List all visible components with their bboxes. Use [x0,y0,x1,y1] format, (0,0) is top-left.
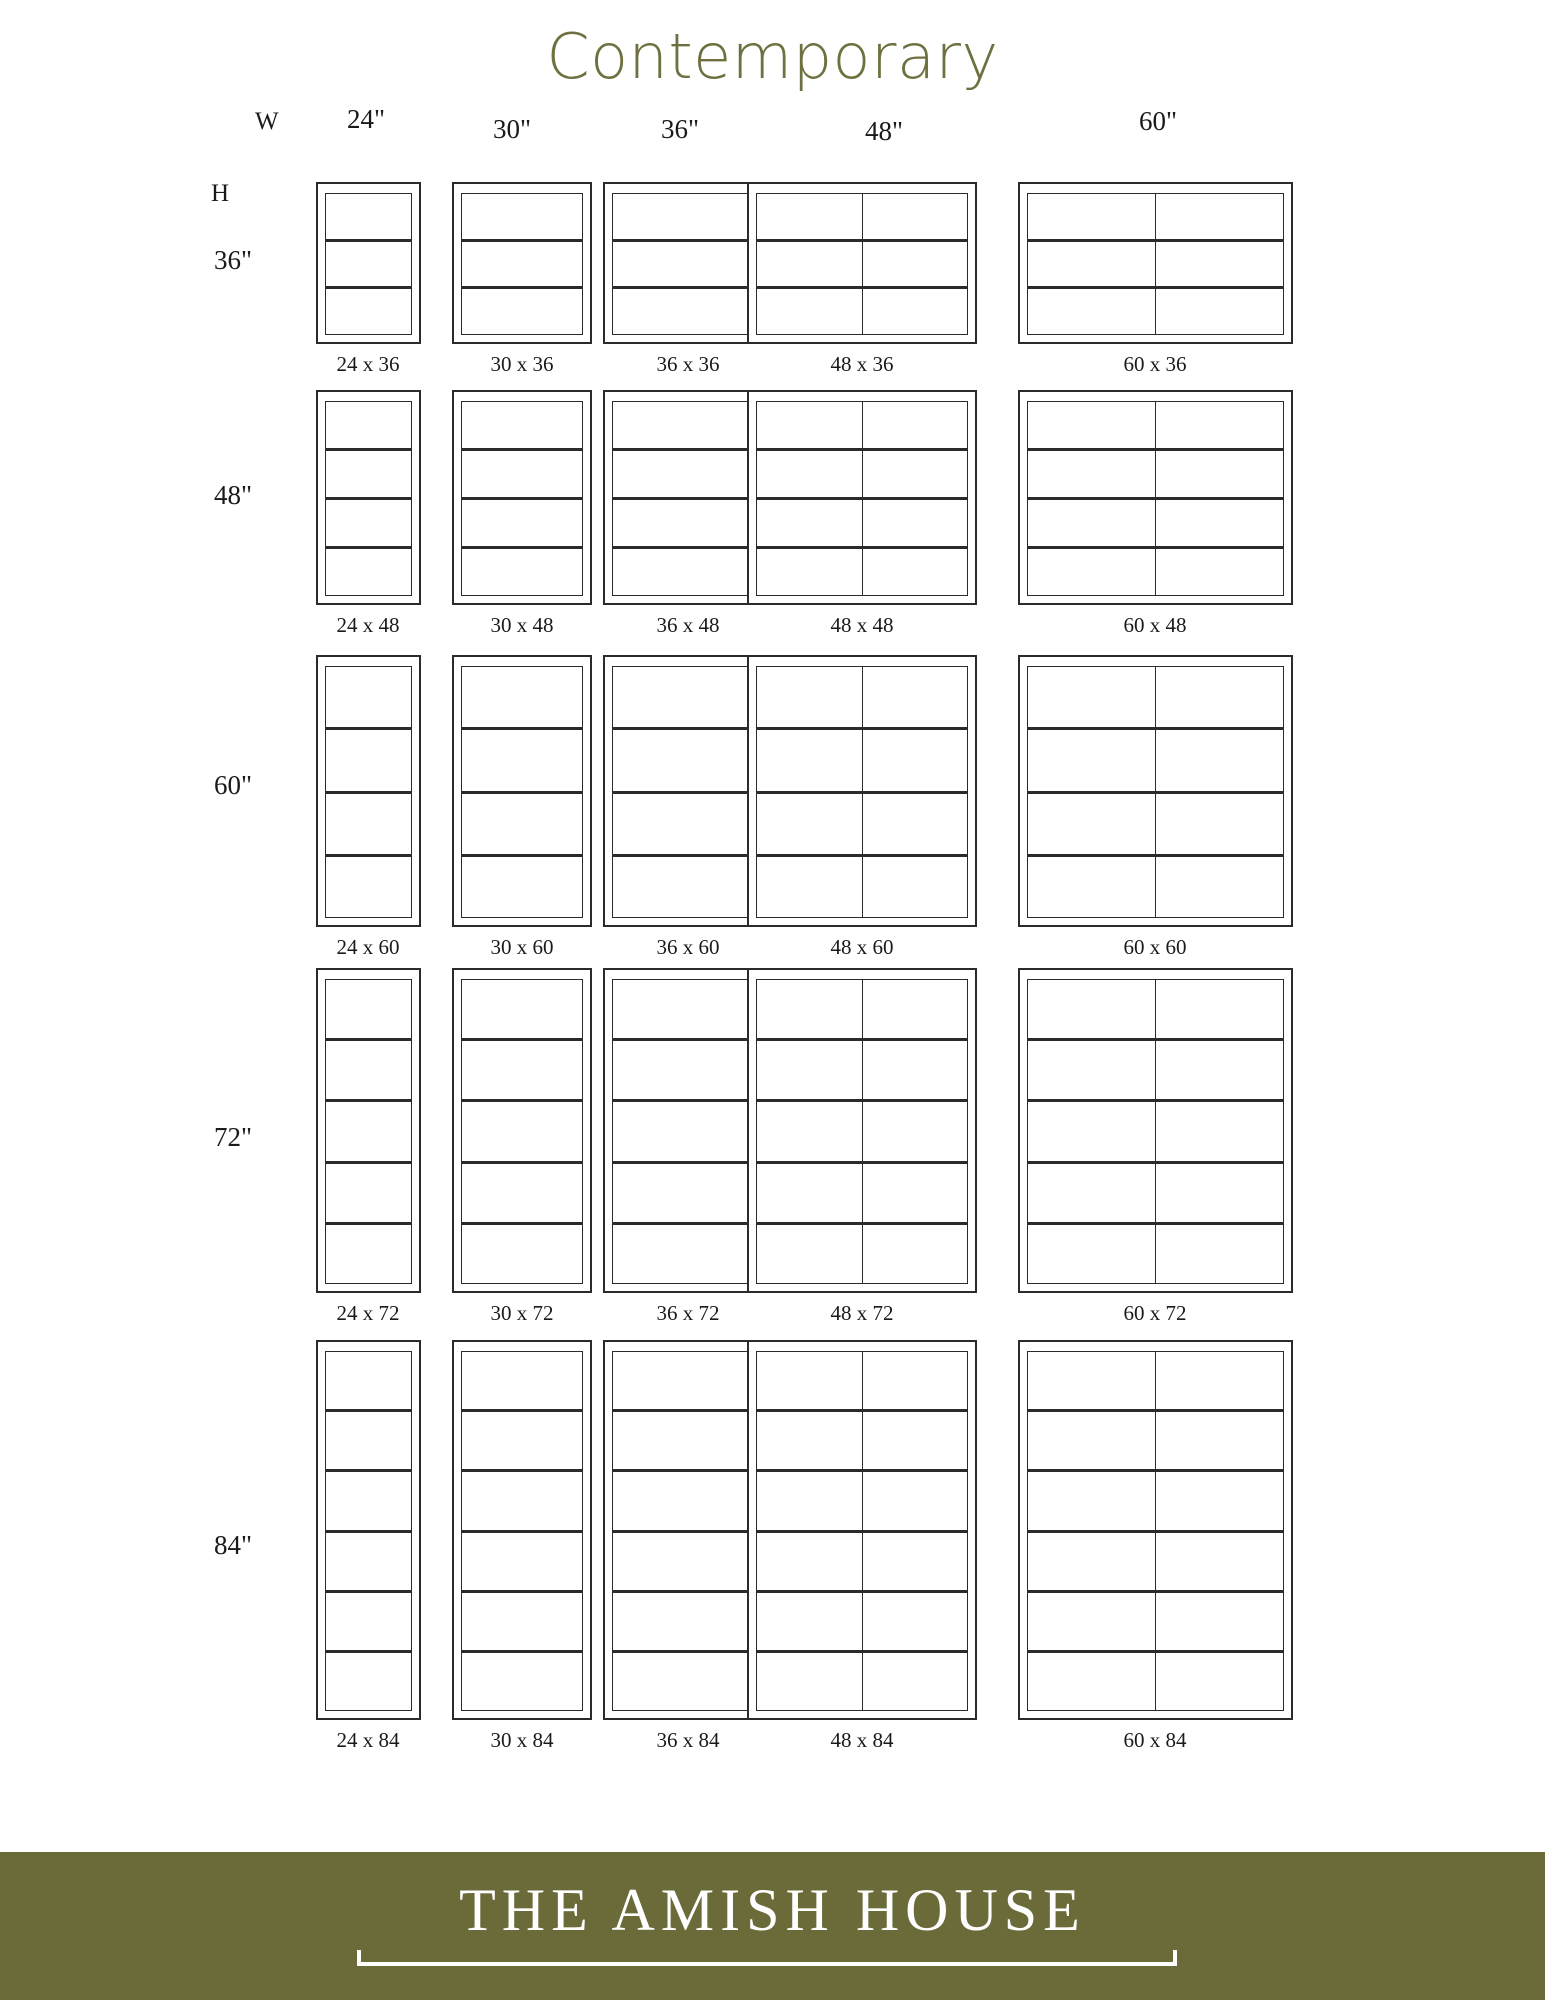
shelf-compartment [613,667,763,727]
shelf-compartment [757,1409,862,1469]
size-caption: 48 x 48 [830,613,894,637]
shelf-compartment [462,286,582,334]
shelf-compartment [1028,1469,1155,1529]
page-title: Contemporary [546,20,999,93]
shelf-compartment [1156,1161,1283,1222]
bookcase-bay [1155,667,1283,917]
bookcase-48x72 [747,968,977,1293]
shelf-compartment [1028,727,1155,790]
shelf-compartment [1156,239,1283,287]
size-caption: 30 x 36 [490,352,554,376]
shelf-compartment [863,497,968,546]
size-caption: 60 x 36 [1123,352,1187,376]
bookcase-interior [325,979,412,1284]
shelf-compartment [326,980,411,1038]
shelf-compartment [863,1530,968,1590]
shelf-compartment [757,854,862,917]
bookcase-interior [612,979,764,1284]
shelf-compartment [326,497,411,546]
shelf-compartment [1028,980,1155,1038]
shelf-compartment [462,448,582,497]
shelf-compartment [1028,854,1155,917]
shelf-compartment [1028,1409,1155,1469]
bookcase-bay [462,667,582,917]
size-caption: 48 x 36 [830,352,894,376]
bookcase-bay [462,402,582,595]
shelf-compartment [326,239,411,287]
bookcase-bay [757,667,862,917]
shelf-compartment [757,1038,862,1099]
bookcase-60x84 [1018,1340,1293,1720]
bookcase-48x60 [747,655,977,927]
shelf-compartment [757,727,862,790]
bookcase-bay [326,402,411,595]
bookcase-bay [757,980,862,1283]
column-header-36: 36" [660,114,700,144]
bookcase-interior [756,193,968,335]
shelf-compartment [462,239,582,287]
shelf-compartment [1156,1530,1283,1590]
bookcase-30x36 [452,182,592,344]
row-header-84: 84" [213,1530,253,1560]
bookcase-bay [462,980,582,1283]
shelf-compartment [863,546,968,595]
bookcase-bay [1028,1352,1155,1710]
shelf-compartment [326,1038,411,1099]
shelf-compartment [863,1161,968,1222]
bookcase-interior [756,979,968,1284]
shelf-compartment [1028,546,1155,595]
shelf-compartment [613,497,763,546]
shelf-compartment [613,1222,763,1283]
bookcase-interior [756,666,968,918]
bookcase-bay [1155,402,1283,595]
bookcase-60x72 [1018,968,1293,1293]
size-caption: 48 x 60 [830,935,894,959]
shelf-compartment [462,402,582,448]
size-caption: 30 x 72 [490,1301,554,1325]
shelf-compartment [863,1352,968,1409]
shelf-compartment [1028,448,1155,497]
shelf-compartment [1156,1469,1283,1529]
bookcase-bay [613,402,763,595]
shelf-compartment [462,1590,582,1650]
size-caption: 60 x 60 [1123,935,1187,959]
bookcase-bay [862,1352,968,1710]
shelf-compartment [462,791,582,854]
shelf-compartment [613,1530,763,1590]
size-caption: 48 x 72 [830,1301,894,1325]
shelf-compartment [326,1352,411,1409]
shelf-compartment [863,980,968,1038]
size-caption: 30 x 84 [490,1728,554,1752]
bookcase-bay [326,194,411,334]
shelf-compartment [326,667,411,727]
brand-underline [357,1962,1177,1966]
shelf-compartment [757,194,862,239]
shelf-compartment [1028,1530,1155,1590]
shelf-compartment [462,1099,582,1160]
shelf-compartment [863,402,968,448]
bookcase-interior [756,1351,968,1711]
bookcase-bay [613,194,763,334]
shelf-compartment [462,1352,582,1409]
shelf-compartment [1156,497,1283,546]
shelf-compartment [1028,1352,1155,1409]
shelf-compartment [1028,286,1155,334]
bookcase-30x84 [452,1340,592,1720]
shelf-compartment [462,980,582,1038]
size-caption: 48 x 84 [830,1728,894,1752]
bookcase-bay [1155,1352,1283,1710]
shelf-compartment [1156,448,1283,497]
shelf-compartment [326,727,411,790]
bookcase-interior [1027,979,1284,1284]
shelf-compartment [326,1469,411,1529]
shelf-compartment [326,448,411,497]
bookcase-interior [612,1351,764,1711]
shelf-compartment [1028,667,1155,727]
shelf-compartment [1156,1038,1283,1099]
shelf-compartment [1156,727,1283,790]
bookcase-24x84 [316,1340,421,1720]
shelf-compartment [462,667,582,727]
shelf-compartment [326,854,411,917]
shelf-compartment [757,791,862,854]
size-caption: 30 x 48 [490,613,554,637]
shelf-compartment [462,546,582,595]
footer-banner [0,1852,1545,2000]
shelf-compartment [613,1161,763,1222]
shelf-compartment [326,1409,411,1469]
bookcase-interior [461,401,583,596]
bookcase-interior [461,193,583,335]
shelf-compartment [863,1038,968,1099]
shelf-compartment [1028,497,1155,546]
shelf-compartment [462,854,582,917]
shelf-compartment [1156,286,1283,334]
shelf-compartment [863,854,968,917]
bookcase-interior [1027,193,1284,335]
bookcase-interior [461,1351,583,1711]
size-caption: 36 x 84 [656,1728,720,1752]
row-header-48: 48" [213,480,253,510]
shelf-compartment [757,546,862,595]
shelf-compartment [757,402,862,448]
shelf-compartment [613,448,763,497]
shelf-compartment [1156,194,1283,239]
bookcase-bay [862,194,968,334]
shelf-compartment [1156,1099,1283,1160]
bookcase-interior [1027,666,1284,918]
shelf-compartment [757,239,862,287]
bookcase-48x48 [747,390,977,605]
axis-label-width: W [255,108,279,135]
row-header-36: 36" [213,245,253,275]
shelf-compartment [613,791,763,854]
shelf-compartment [462,194,582,239]
bookcase-bay [326,980,411,1283]
bookcase-interior [325,193,412,335]
bookcase-bay [1028,402,1155,595]
shelf-compartment [613,402,763,448]
shelf-compartment [1028,791,1155,854]
bookcase-interior [612,401,764,596]
shelf-compartment [1156,854,1283,917]
shelf-compartment [757,1650,862,1710]
shelf-compartment [1156,1352,1283,1409]
shelf-compartment [757,497,862,546]
shelf-compartment [462,1038,582,1099]
shelf-compartment [326,402,411,448]
bookcase-bay [757,194,862,334]
shelf-compartment [863,1409,968,1469]
shelf-compartment [462,1469,582,1529]
bookcase-bay [1155,194,1283,334]
bookcase-bay [326,667,411,917]
axis-label-height: H [211,180,230,207]
shelf-compartment [1156,1222,1283,1283]
shelf-compartment [1028,1161,1155,1222]
size-caption: 36 x 72 [656,1301,720,1325]
bookcase-interior [756,401,968,596]
bookcase-bay [1028,980,1155,1283]
size-caption: 24 x 72 [336,1301,400,1325]
bookcase-bay [613,667,763,917]
bookcase-interior [612,193,764,335]
shelf-compartment [1156,546,1283,595]
shelf-compartment [1028,1590,1155,1650]
shelf-compartment [757,286,862,334]
shelf-compartment [326,1590,411,1650]
shelf-compartment [326,286,411,334]
row-header-60: 60" [213,770,253,800]
shelf-compartment [1156,402,1283,448]
shelf-compartment [613,1469,763,1529]
size-caption: 24 x 60 [336,935,400,959]
shelf-compartment [863,1650,968,1710]
size-caption: 36 x 36 [656,352,720,376]
shelf-compartment [326,1161,411,1222]
bookcase-bay [757,402,862,595]
shelf-compartment [613,727,763,790]
size-caption: 24 x 84 [336,1728,400,1752]
bookcase-bay [862,667,968,917]
shelf-compartment [613,286,763,334]
shelf-compartment [613,1099,763,1160]
shelf-compartment [326,1222,411,1283]
shelf-compartment [1156,1409,1283,1469]
row-header-72: 72" [213,1122,253,1152]
brand-name: THE AMISH HOUSE [459,1877,1086,1943]
column-header-48: 48" [864,116,904,146]
shelf-compartment [863,239,968,287]
bookcase-interior [325,401,412,596]
shelf-compartment [326,1650,411,1710]
shelf-compartment [863,1590,968,1650]
bookcase-bay [613,980,763,1283]
bookcase-interior [1027,401,1284,596]
bookcase-interior [325,1351,412,1711]
shelf-compartment [613,980,763,1038]
size-caption: 24 x 36 [336,352,400,376]
bookcase-bay [862,402,968,595]
shelf-compartment [1156,667,1283,727]
shelf-compartment [462,1222,582,1283]
shelf-compartment [1156,980,1283,1038]
bookcase-bay [1028,194,1155,334]
shelf-compartment [757,1590,862,1650]
shelf-compartment [462,1650,582,1710]
bookcase-interior [325,666,412,918]
bookcase-60x60 [1018,655,1293,927]
bookcase-24x60 [316,655,421,927]
shelf-compartment [326,194,411,239]
shelf-compartment [1028,1222,1155,1283]
shelf-compartment [757,1099,862,1160]
bookcase-bay [862,980,968,1283]
shelf-compartment [863,1222,968,1283]
bookcase-24x48 [316,390,421,605]
shelf-compartment [613,854,763,917]
shelf-compartment [1028,1099,1155,1160]
bookcase-bay [1155,980,1283,1283]
size-caption: 60 x 72 [1123,1301,1187,1325]
shelf-compartment [863,1469,968,1529]
shelf-compartment [613,1650,763,1710]
bookcase-bay [757,1352,862,1710]
bookcase-bay [462,194,582,334]
bookcase-30x72 [452,968,592,1293]
shelf-compartment [863,667,968,727]
shelf-compartment [462,497,582,546]
shelf-compartment [326,791,411,854]
size-caption: 60 x 48 [1123,613,1187,637]
shelf-compartment [757,1469,862,1529]
bookcase-bay [326,1352,411,1710]
bookcase-interior [1027,1351,1284,1711]
bookcase-bay [613,1352,763,1710]
shelf-compartment [757,1530,862,1590]
shelf-compartment [757,448,862,497]
shelf-compartment [863,194,968,239]
bookcase-48x36 [747,182,977,344]
shelf-compartment [863,791,968,854]
column-header-24: 24" [346,104,386,134]
shelf-compartment [613,1409,763,1469]
bookcase-60x36 [1018,182,1293,344]
shelf-compartment [1028,1038,1155,1099]
bookcase-bay [1028,667,1155,917]
shelf-compartment [863,1099,968,1160]
size-caption: 24 x 48 [336,613,400,637]
bookcase-30x60 [452,655,592,927]
bookcase-48x84 [747,1340,977,1720]
shelf-compartment [326,1099,411,1160]
bookcase-60x48 [1018,390,1293,605]
shelf-compartment [613,1038,763,1099]
shelf-compartment [326,546,411,595]
bookcase-30x48 [452,390,592,605]
size-caption: 30 x 60 [490,935,554,959]
shelf-compartment [863,727,968,790]
shelf-compartment [757,1161,862,1222]
shelf-compartment [326,1530,411,1590]
shelf-compartment [1156,791,1283,854]
shelf-compartment [1028,239,1155,287]
bookcase-24x72 [316,968,421,1293]
shelf-compartment [1156,1590,1283,1650]
shelf-compartment [462,1409,582,1469]
shelf-compartment [462,727,582,790]
shelf-compartment [613,194,763,239]
shelf-compartment [462,1161,582,1222]
size-caption: 36 x 60 [656,935,720,959]
shelf-compartment [757,1352,862,1409]
shelf-compartment [613,1352,763,1409]
bookcase-bay [462,1352,582,1710]
bookcase-interior [461,666,583,918]
shelf-compartment [1156,1650,1283,1710]
shelf-compartment [863,286,968,334]
shelf-compartment [757,667,862,727]
shelf-compartment [1028,194,1155,239]
shelf-compartment [757,1222,862,1283]
bookcase-24x36 [316,182,421,344]
shelf-compartment [1028,1650,1155,1710]
column-header-60: 60" [1138,106,1178,136]
shelf-compartment [613,239,763,287]
shelf-compartment [863,448,968,497]
shelf-compartment [462,1530,582,1590]
shelf-compartment [757,980,862,1038]
column-header-30: 30" [492,114,532,144]
shelf-compartment [613,546,763,595]
bookcase-interior [461,979,583,1284]
size-caption: 36 x 48 [656,613,720,637]
shelf-compartment [1028,402,1155,448]
size-caption: 60 x 84 [1123,1728,1187,1752]
bookcase-interior [612,666,764,918]
shelf-compartment [613,1590,763,1650]
